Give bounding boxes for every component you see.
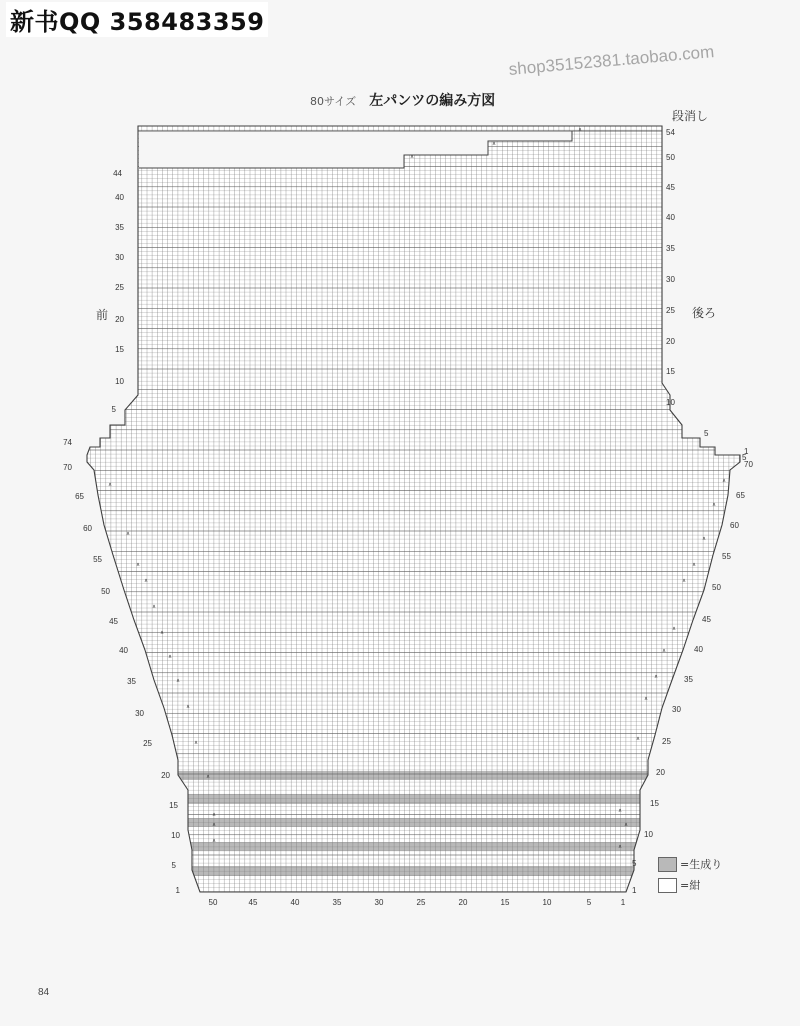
decrease-mark-12: ∧ xyxy=(712,502,717,508)
front-label: 前 xyxy=(96,308,109,322)
left-row-label: 5 xyxy=(111,405,116,414)
left-row-label: 30 xyxy=(115,253,124,262)
bottom-stitch-label: 25 xyxy=(416,898,426,907)
left-row-label: 1 xyxy=(175,886,180,895)
left-row-label: 15 xyxy=(169,801,178,810)
right-row-label: 15 xyxy=(650,799,659,808)
decrease-mark-30: ∧ xyxy=(578,127,583,133)
right-row-label: 35 xyxy=(666,244,675,253)
left-row-label: 25 xyxy=(115,283,124,292)
decrease-mark-6: ∧ xyxy=(160,630,165,636)
legend-swatch-gray xyxy=(658,857,677,872)
bottom-stitch-label: 1 xyxy=(620,898,626,907)
right-row-label: 20 xyxy=(656,768,665,777)
decrease-mark-5: ∧ xyxy=(152,604,157,610)
decrease-mark-14: ∧ xyxy=(692,562,697,568)
legend-text-navy: =紺 xyxy=(680,879,701,892)
bottom-stitch-label: 20 xyxy=(458,898,468,907)
right-row-label: 10 xyxy=(644,830,653,839)
decrease-mark-4: ∧ xyxy=(144,578,149,584)
right-row-label: 25 xyxy=(662,737,671,746)
decrease-mark-3: ∧ xyxy=(136,562,141,568)
legend-swatch-white xyxy=(658,878,677,893)
decrease-mark-24: ∧ xyxy=(212,838,217,844)
chart-title: 左パンツの編み方図 xyxy=(369,93,496,109)
decrease-mark-16: ∧ xyxy=(672,626,677,632)
right-row-label: 65 xyxy=(736,491,745,500)
left-row-label: 15 xyxy=(115,345,124,354)
decrease-mark-8: ∧ xyxy=(176,678,181,684)
right-row-label: 50 xyxy=(666,153,675,162)
legend-item-navy xyxy=(658,877,722,893)
right-row-label: 40 xyxy=(666,213,675,222)
right-row-label: 54 xyxy=(666,128,675,137)
bottom-stitch-label: 50 xyxy=(208,898,218,907)
right-row-label: 5 xyxy=(632,859,637,868)
decrease-mark-17: ∧ xyxy=(662,648,667,654)
right-row-label: 45 xyxy=(702,615,711,624)
decrease-mark-15: ∧ xyxy=(682,578,687,584)
decrease-mark-26: ∧ xyxy=(624,822,629,828)
left-row-label: 40 xyxy=(115,193,124,202)
right-row-label: 30 xyxy=(672,705,681,714)
legend-item-cream xyxy=(658,856,722,872)
decrease-mark-10: ∧ xyxy=(194,740,199,746)
bottom-stitch-labels xyxy=(209,898,626,907)
left-row-label: 10 xyxy=(171,831,180,840)
decrease-mark-29: ∧ xyxy=(492,141,497,147)
left-row-label: 20 xyxy=(161,771,170,780)
bottom-stitch-label: 15 xyxy=(500,898,510,907)
left-row-label: 74 xyxy=(63,438,72,447)
left-row-label: 20 xyxy=(115,315,124,324)
right-row-label: 1 xyxy=(632,886,637,895)
right-row-label: 25 xyxy=(666,306,675,315)
bottom-stitch-label: 30 xyxy=(374,898,384,907)
short-row-blank-mid xyxy=(404,131,488,155)
decrease-mark-11: ∧ xyxy=(722,478,727,484)
decrease-mark-9: ∧ xyxy=(186,704,191,710)
legend xyxy=(658,856,722,893)
short-row-blank-right xyxy=(488,131,572,141)
right-row-label: 15 xyxy=(666,367,675,376)
size-label: 80サイズ xyxy=(310,95,357,108)
bottom-stitch-label: 5 xyxy=(586,898,592,907)
left-row-label: 25 xyxy=(143,739,152,748)
right-row-label: 30 xyxy=(666,275,675,284)
decrease-mark-27: ∧ xyxy=(618,844,623,850)
right-row-label: 5 xyxy=(704,429,709,438)
decrease-mark-20: ∧ xyxy=(636,736,641,742)
decrease-mark-7: ∧ xyxy=(168,654,173,660)
left-row-label: 70 xyxy=(63,463,72,472)
right-row-label: 10 xyxy=(666,398,675,407)
short-row-blank-left xyxy=(139,131,404,168)
right-row-label: 1 xyxy=(744,447,749,456)
right-row-label: 40 xyxy=(694,645,703,654)
shop-watermark: shop35152381.taobao.com xyxy=(508,42,715,79)
legend-text-cream: =生成り xyxy=(680,858,723,871)
decrease-mark-13: ∧ xyxy=(702,536,707,542)
right-row-label: 20 xyxy=(666,337,675,346)
contact-header: 新书QQ 358483359 xyxy=(6,2,268,37)
bottom-stitch-label: 45 xyxy=(248,898,258,907)
left-row-label: 30 xyxy=(135,709,144,718)
left-row-label: 44 xyxy=(113,169,122,178)
left-row-label: 35 xyxy=(115,223,124,232)
back-label: 後ろ xyxy=(692,306,717,320)
left-row-label: 45 xyxy=(109,617,118,626)
decrease-mark-21: ∧ xyxy=(206,774,211,780)
left-row-label: 5 xyxy=(171,861,176,870)
decrease-mark-18: ∧ xyxy=(654,674,659,680)
decrease-mark-23: ∧ xyxy=(212,822,217,828)
right-row-label: 45 xyxy=(666,183,675,192)
right-row-label: 60 xyxy=(730,521,739,530)
decrease-mark-19: ∧ xyxy=(644,696,649,702)
left-row-label: 10 xyxy=(115,377,124,386)
left-row-label: 35 xyxy=(127,677,136,686)
bottom-stitch-label: 40 xyxy=(290,898,300,907)
right-row-label: 5 xyxy=(742,453,747,462)
left-row-label: 40 xyxy=(119,646,128,655)
left-row-label: 65 xyxy=(75,492,84,501)
bottom-stitch-label: 10 xyxy=(542,898,552,907)
right-row-label: 70 xyxy=(744,460,753,469)
left-row-label: 50 xyxy=(101,587,110,596)
right-row-label: 35 xyxy=(684,675,693,684)
decrease-mark-22: ∧ xyxy=(212,812,217,818)
page-number: 84 xyxy=(38,987,50,998)
decrease-mark-2: ∧ xyxy=(126,531,131,537)
decrease-mark-1: ∧ xyxy=(108,482,113,488)
right-row-label: 50 xyxy=(712,583,721,592)
decrease-mark-28: ∧ xyxy=(410,154,415,160)
decrease-mark-25: ∧ xyxy=(618,808,623,814)
bind-off-label: 段消し xyxy=(672,109,709,123)
right-row-label: 55 xyxy=(722,552,731,561)
bottom-stitch-label: 35 xyxy=(332,898,342,907)
left-row-label: 60 xyxy=(83,524,92,533)
left-row-label: 55 xyxy=(93,555,102,564)
